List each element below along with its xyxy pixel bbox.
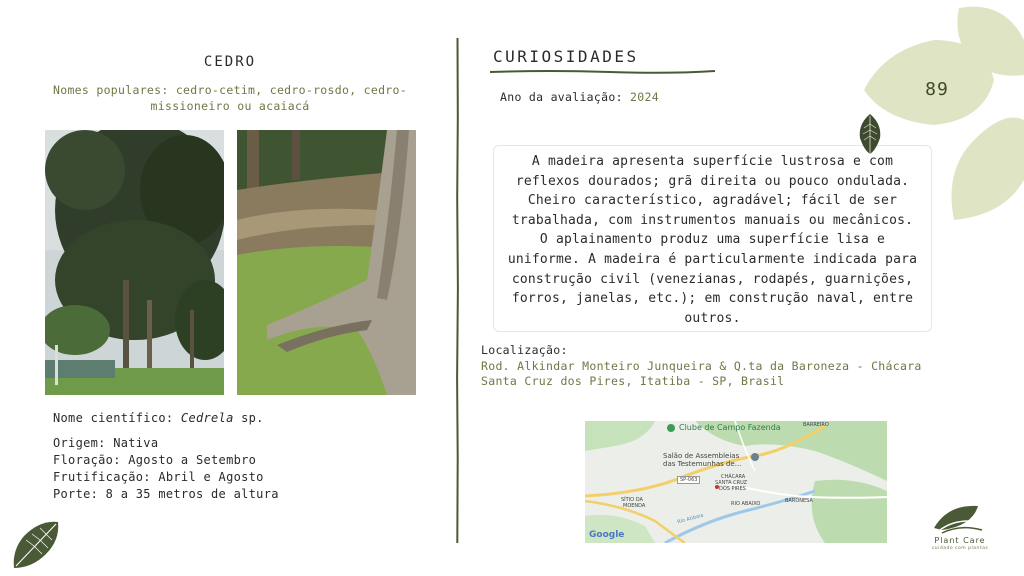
scientific-name: [53, 411, 264, 425]
scientific-name-label: Nome científico:: [53, 411, 181, 425]
map-label-sitio-2: MOENDA: [623, 503, 646, 509]
origin-text: Origem: Nativa: [53, 436, 159, 450]
species-title: CEDRO: [203, 54, 257, 70]
year-value: 2024: [630, 90, 659, 104]
size-text: Porte: 8 a 35 metros de altura: [53, 487, 279, 501]
map-label-barreiro: BARREIRO: [803, 422, 829, 428]
brand-tagline: cuidado com plantas: [931, 546, 989, 551]
year-label: Ano da avaliação:: [500, 90, 631, 104]
location-map[interactable]: [585, 421, 887, 543]
map-label-salao-1: Salão de Assembleias: [663, 452, 740, 460]
flowering-text: Floração: Agosto a Setembro: [53, 453, 257, 467]
scientific-suffix: sp.: [233, 411, 264, 425]
popular-names: Nomes populares: cedro-cetim, cedro-rosdo, cedro-missioneiro ou acaiacá: [53, 83, 407, 113]
decorative-leaves-icon: [864, 0, 1024, 230]
leaf-bottom-icon: [10, 518, 62, 570]
tree-photo-canopy: [45, 130, 224, 395]
map-label-club: Clube de Campo Fazenda: [679, 423, 781, 432]
species-facts: [53, 435, 279, 503]
map-label-river: Rio Atibaia: [676, 512, 705, 526]
evaluation-year: [500, 90, 659, 104]
map-label-rio-abaixo: RIO ABAIXO: [731, 501, 761, 507]
title-underline: [490, 68, 715, 76]
tree-photo-trunk: [237, 130, 416, 395]
plant-care-logo-icon: [920, 500, 1000, 560]
description-text: A madeira apresenta superfície lustrosa e com reflexos dourados; grã direita ou pouco ondulada. Cheiro característico, agradável; fácil de ser trabalhada, com instrumentos manuais ou mecânicos. O aplainamento produz uma superfície lisa e uniforme. A madeira é particularmente indicada para construção civil (venezianas, rodapés, guarnições, forros, janelas, etc.); em construção naval, entre outros.: [507, 154, 918, 326]
leaf-icon: [858, 114, 882, 154]
page-number: 89: [925, 79, 949, 100]
map-label-sitio-1: SÍTIO DA: [621, 497, 643, 503]
column-divider: [456, 38, 459, 543]
brand-name: Plant Care: [934, 536, 986, 545]
location-text: Rod. Alkindar Monteiro Junqueira & Q.ta da Baroneza - Chácara Santa Cruz dos Pires, Itatiba - SP, Brasil: [481, 359, 922, 388]
fruiting-text: Frutificação: Abril e Agosto: [53, 470, 264, 484]
google-logo: Google: [589, 530, 625, 540]
map-label-chacara-2: SANTA CRUZ: [715, 480, 748, 486]
map-label-salao-2: das Testemunhas de...: [663, 460, 742, 468]
scientific-genus: Cedrela: [180, 411, 234, 425]
section-title: CURIOSIDADES: [493, 47, 639, 66]
map-label-chacara-1: CHÁCARA: [721, 474, 746, 480]
map-label-road: SP-063: [677, 476, 700, 484]
map-label-baronesa: BARONESA: [785, 498, 813, 504]
location-label: Localização:: [481, 343, 568, 357]
map-label-chacara-3: DOS PIRES: [719, 486, 746, 492]
